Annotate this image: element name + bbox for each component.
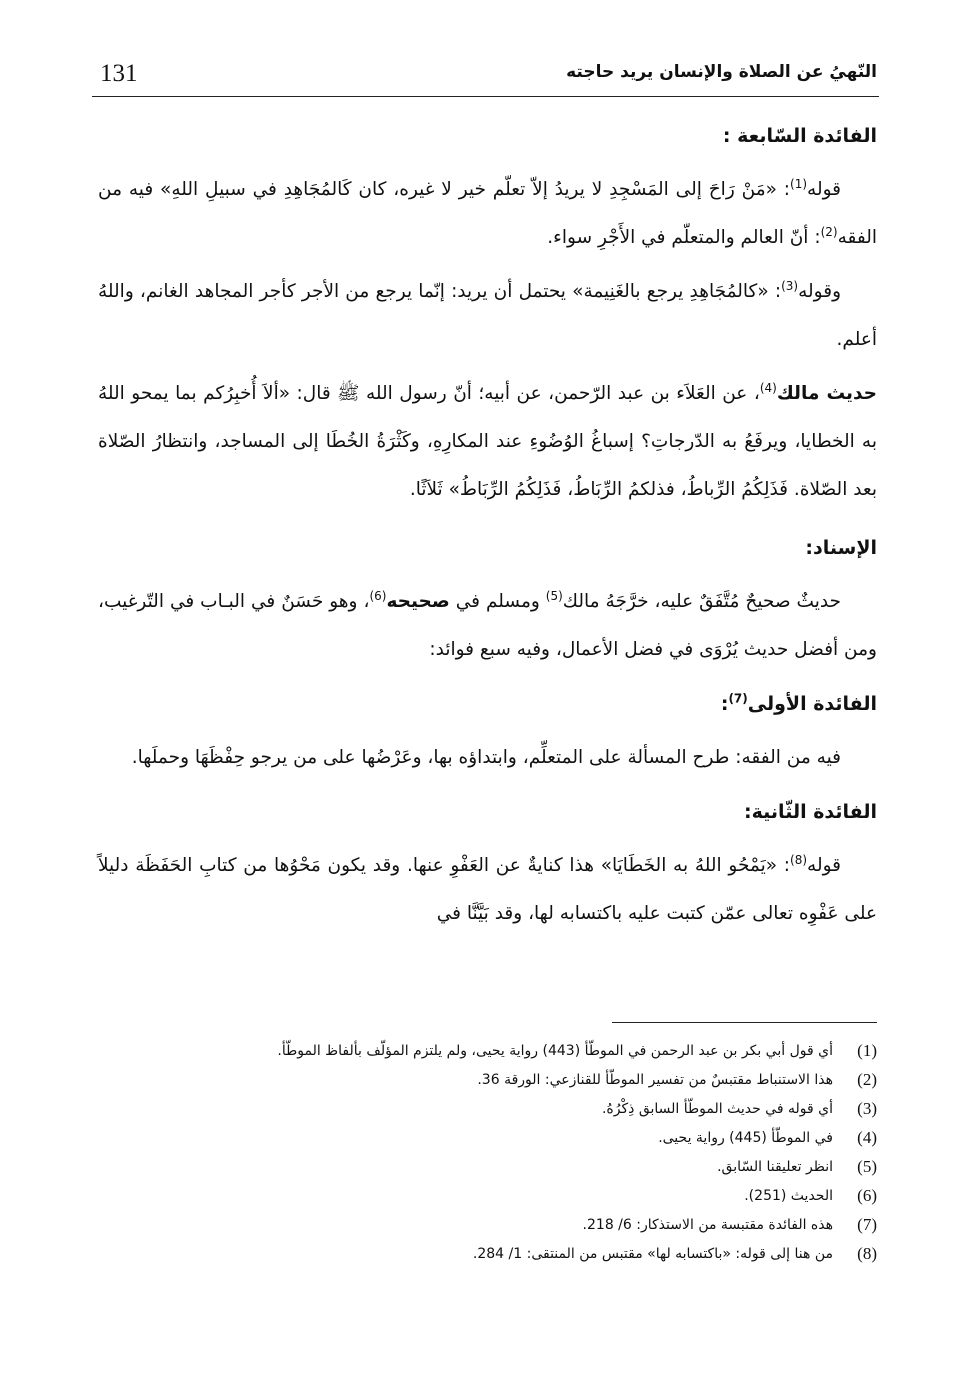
- running-title: النّهيُ عن الصلاة والإنسان يريد حاجته: [566, 62, 877, 82]
- footnote-text: أي قول أبي بكر بن عبد الرحمن في الموطّأ (443) رواية يحيى، ولم يلتزم المؤلّف بألفاظ الموطّأ.: [277, 1042, 833, 1059]
- paragraph-1: قوله$^{(1)}$: «مَنْ رَاحَ إلى المَسْجِدِ لا يريدُ إلاّ تعلّم خير لا غيره، كان كَالمُجَاهِدِ في سبيلِ اللهِ» فيه من الفقه$^{(2)}$: أنّ العالم والمتعلّم في الأَجْرِ سواء.: [98, 176, 877, 248]
- hadith-paragraph: حديث مالك$^{(4)}$، عن العَلاَء بن عبد الرّحمن، عن أبيه؛ أنّ رسول الله ﷺ قال: «ألاَ أُخبِرُكم بما يمحو اللهُ به الخطايا، ويرفَعُ به الدّرجاتِ؟ إسباغُ الوُضُوءِ عند المكارِهِ، وكَثْرَةُ الخُطَا إلى المساجد، وانتظارُ الصّلاة بعد الصّلاة. فَذَلِكُمُ الرِّباطُ، فذلكمُ الرِّبَاطُ، فَذَلِكُمُ الرِّبَاطُ» ثَلاَثًا.: [98, 380, 877, 500]
- footnote-item: [98, 1065, 877, 1094]
- footnote-item: [98, 1181, 877, 1210]
- footnote-number: (4): [857, 1127, 877, 1147]
- footnote-ref-3[interactable]: (3): [781, 278, 799, 293]
- footnote-text: في الموطّأ (445) رواية يحيى.: [658, 1129, 833, 1146]
- footnote-separator: [612, 1022, 877, 1023]
- footnote-item: [98, 1239, 877, 1268]
- footnote-text: من هنا إلى قوله: «باكتسابه لها» مقتبس من المنتقى: 1/ 284.: [472, 1245, 833, 1262]
- page-number: 131: [100, 60, 138, 87]
- footnote-ref-1[interactable]: (1): [790, 176, 808, 191]
- footnote-text: انظر تعليقنا السّابق.: [717, 1158, 833, 1175]
- page-header: [92, 58, 879, 97]
- section-heading-seventh-benefit: الفائدة السّابعة :: [722, 125, 877, 147]
- footnote-text: أي قوله في حديث الموطّأ السابق ذِكْرُهُ.: [601, 1100, 833, 1117]
- main-text: [98, 112, 877, 944]
- footnote-ref-2[interactable]: (2): [820, 224, 838, 239]
- section-heading-isnad: الإسناد:: [805, 537, 877, 559]
- footnote-number: (2): [857, 1069, 877, 1089]
- paragraph-2: وقوله$^{(3)}$: «كالمُجَاهِدِ يرجع بالغَنِيمة» يحتمل أن يريد: إنّما يرجع من الأجر كأجر المجاهد الغانم، واللهُ أعلم.: [98, 278, 877, 350]
- footnote-ref-8[interactable]: (8): [790, 852, 808, 867]
- footnote-item: [98, 1036, 877, 1065]
- footnote-number: (8): [857, 1243, 877, 1263]
- footnote-ref-6[interactable]: (6): [369, 588, 387, 603]
- paragraph-second-benefit: قوله$^{(8)}$: «يَمْحُو اللهُ به الخَطَايَا» هذا كنايةٌ عن العَفْوِ عنها. وقد يكون مَحْوُها من كتابِ الحَفَظَة دليلاً على عَفْوِه تعالى عمّن كتبت عليه باكتسابه لها، وقد بَيَّنَّا في: [98, 852, 877, 924]
- footnote-number: (1): [857, 1040, 877, 1060]
- footnote-number: (5): [857, 1156, 877, 1176]
- isnad-paragraph: حديثٌ صحيحٌ مُتَّفَقٌ عليه، خرَّجَهُ مالك$^{(5)}$ ومسلم في صحيحه$^{(6)}$، وهو حَسَنٌ في البـاب في التّرغيب، ومن أفضل حديث يُرْوَى في فضل الأعمال، وفيه سبع فوائد:: [98, 588, 877, 660]
- section-heading-first-benefit: الفائدة الأولى$^{(7)}$:: [720, 691, 877, 715]
- footnote-ref-4[interactable]: (4): [759, 380, 777, 395]
- footnote-number: (3): [857, 1098, 877, 1118]
- footnote-text: هذا الاستنباط مقتبسٌ من تفسير الموطّأ للقنازعي: الورقة 36.: [477, 1071, 833, 1088]
- footnote-item: [98, 1094, 877, 1123]
- footnote-text: هذه الفائدة مقتبسة من الاستذكار: 6/ 218.: [582, 1216, 833, 1233]
- footnote-ref-5[interactable]: (5): [545, 588, 563, 603]
- footnote-item: [98, 1210, 877, 1239]
- footnote-ref-7[interactable]: (7): [728, 691, 748, 706]
- footnote-number: (6): [857, 1185, 877, 1205]
- footnote-number: (7): [857, 1214, 877, 1234]
- section-heading-second-benefit: الفائدة الثّانية:: [744, 801, 877, 823]
- footnote-text: الحديث (251).: [744, 1187, 833, 1204]
- footnote-item: [98, 1123, 877, 1152]
- footnotes: [98, 1036, 877, 1268]
- paragraph-first-benefit: فيه من الفقه: طرح المسألة على المتعلِّم، وابتداؤه بها، وعَرْضُها على من يرجو حِفْظَهَا وحملَها.: [131, 747, 841, 768]
- footnote-item: [98, 1152, 877, 1181]
